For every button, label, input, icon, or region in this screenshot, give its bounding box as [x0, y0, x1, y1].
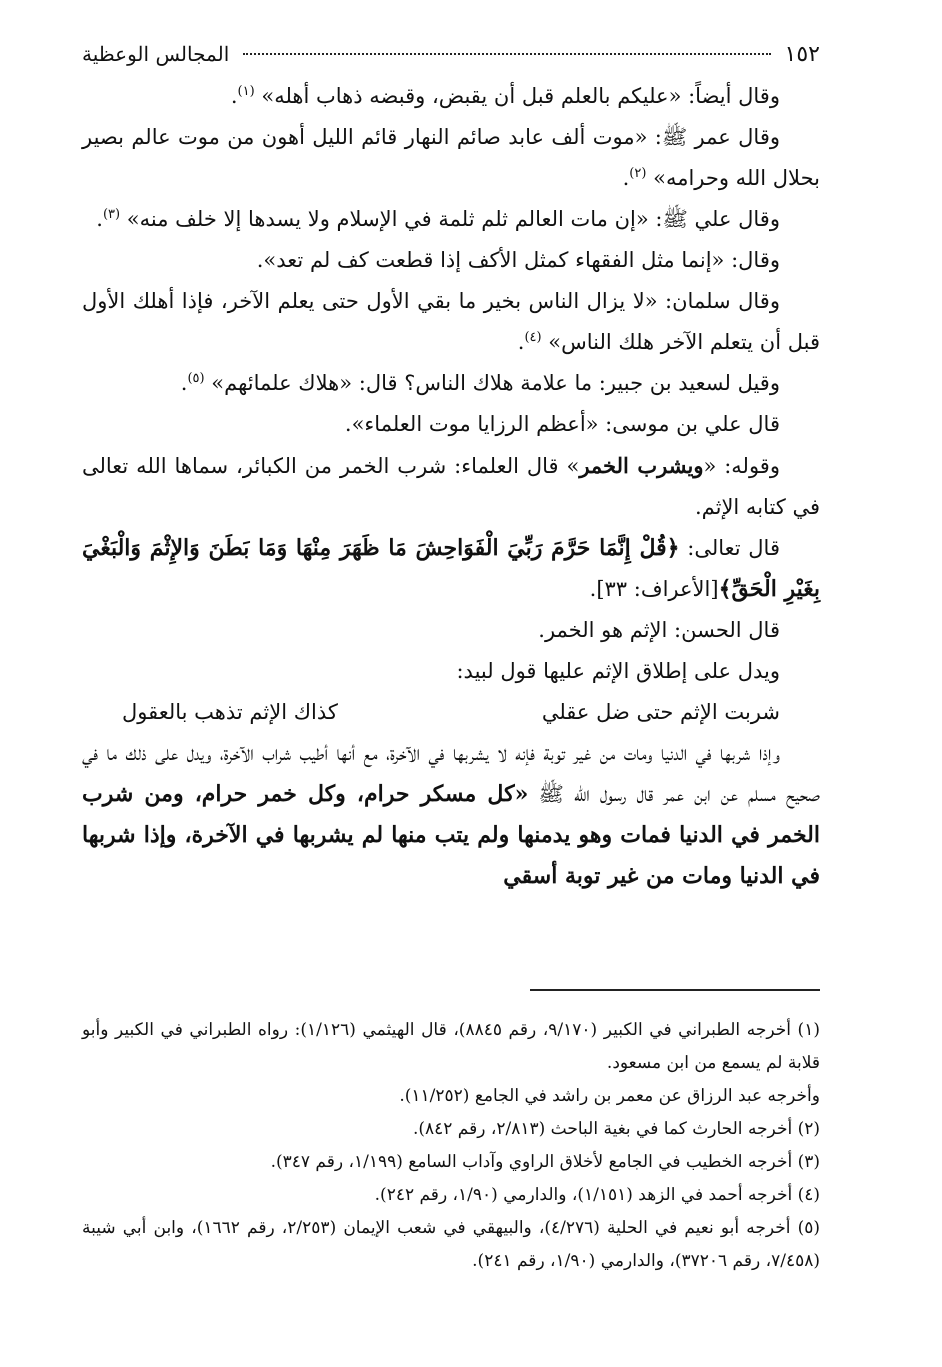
paragraph-text: » قال العلماء: شرب الخمر من الكبائر، سماها الله تعالى في كتابه الإثم. [82, 454, 820, 519]
paragraph: وقال عمر ﷺ: «موت ألف عابد صائم النهار قائم الليل أهون من موت عالم بصير بحلال الله وحرامه» $^{(٢)}$. [82, 125, 820, 190]
footnote-marker: (٥) [187, 371, 205, 386]
paragraph-text: وقال عمر ﷺ: «موت ألف عابد صائم النهار قائم الليل أهون من موت عالم بصير بحلال الله وحرامه» [82, 125, 820, 190]
book-page [82, 42, 820, 1271]
footnote-marker: (١) [237, 84, 255, 99]
footnote-marker: (٤) [524, 330, 542, 345]
footnote: (٤) أخرجه أحمد في الزهد (١/١٥١)، والدارمي (١/٩٠، رقم ٢٤٢). [374, 1185, 820, 1205]
paragraph-text: وقيل لسعيد بن جبير: ما علامة هلاك الناس؟ قال: «هلاك علمائهم» [211, 371, 780, 395]
paragraph: وقال سلمان: «لا يزال الناس بخير ما بقي الأول حتى يعلم الآخر، فإذا أهلك الأول قبل أن يتعلم الآخر هلك الناس» $^{(٤)}$. [82, 289, 820, 354]
paragraph: ويدل على إطلاق الإثم عليها قول لبيد: [456, 659, 780, 683]
header-dotted-leader [243, 53, 770, 55]
paragraph-text: وإذا شربها في الدنيا ومات من غير توبة فإنه لا يشربها في الآخرة، مع أنها أطيب شراب الآخرة، ويدل على ذلك ما في صحيح مسلم عن ابن عمر قال رسول الله ﷺ [82, 741, 820, 806]
footnote-separator [530, 989, 820, 991]
paragraph: وقال أيضاً: «عليكم بالعلم قبل أن يقبض، وقبضه ذهاب أهله» $^{(١)}$. [230, 84, 780, 108]
paragraph: قال الحسن: الإثم هو الخمر. [538, 618, 780, 642]
footnote: وأخرجه عبد الرزاق عن معمر بن راشد في الجامع (١١/٢٥٢). [399, 1086, 820, 1106]
page-header [82, 42, 820, 76]
paragraph: قال علي بن موسى: «أعظم الرزايا موت العلماء». [344, 412, 780, 436]
paragraph: وقيل لسعيد بن جبير: ما علامة هلاك الناس؟ قال: «هلاك علمائهم» $^{(٥)}$. [180, 371, 780, 395]
paragraph [82, 733, 820, 897]
poem-second-hemistich: كذاك الإثم تذهب بالعقول [122, 700, 338, 724]
quran-paragraph [82, 528, 820, 610]
paragraph-text: وقال علي ﷺ: «إن مات العالم ثلم ثلمة في الإسلام ولا يسدها إلا خلف منه» [126, 207, 780, 231]
paragraph-text: وقوله: « [703, 454, 780, 478]
footnotes [82, 1014, 820, 1278]
poem-verse [82, 692, 820, 733]
page-number: ١٥٢ [784, 42, 820, 67]
footnote: (٣) أخرجه الخطيب في الجامع لأخلاق الراوي وآداب السامع (١/١٩٩، رقم ٣٤٧). [270, 1152, 820, 1172]
footnote: (١) أخرجه الطبراني في الكبير (٩/١٧٠، رقم ٨٨٤٥)، قال الهيثمي (١/١٢٦): رواه الطبراني في الكبير وأبو قلابة لم يسمع من ابن مسعود. [82, 1020, 820, 1073]
hadith-text: «كل مسكر حرام، وكل خمر حرام، ومن شرب الخمر في الدنيا فمات وهو يدمنها ولم يتب منها لم يشربها في الآخرة، وإذا شربها في الدنيا ومات من غير توبة أسقي [82, 781, 820, 889]
paragraph-text: وقال سلمان: «لا يزال الناس بخير ما بقي الأول حتى يعلم الآخر، فإذا أهلك الأول قبل أن يتعلم الآخر هلك الناس» [82, 289, 820, 354]
verse-reference: [الأعراف: ٣٣]. [589, 577, 719, 601]
running-title: المجالس الوعظية [82, 42, 230, 66]
paragraph-text: قال تعالى: [679, 536, 780, 560]
paragraph-text: وقال أيضاً: «عليكم بالعلم قبل أن يقبض، وقبضه ذهاب أهله» [261, 84, 780, 108]
paragraph: وقال: «إنما مثل الفقهاء كمثل الأكف إذا قطعت كف لم تعد». [256, 248, 780, 272]
footnote-marker: (٣) [102, 207, 121, 222]
poem-first-hemistich: شربت الإثم حتى ضل عقلي [541, 700, 780, 724]
footnote-marker: (٢) [629, 166, 647, 181]
quoted-phrase: ويشرب الخمر [579, 453, 704, 478]
footnote: (٥) أخرجه أبو نعيم في الحلية (٤/٢٧٦)، والبيهقي في شعب الإيمان (٢/٢٥٣، رقم ١٦٦٢)، وابن أبي شيبة (٧/٤٥٨، رقم ٣٧٢٠٦)، والدارمي (١/٩٠، رقم ٢٤١). [82, 1218, 820, 1271]
main-text [82, 76, 820, 897]
quran-verse: ﴿قُلْ إِنَّمَا حَرَّمَ رَبِّيَ الْفَوَاحِشَ مَا ظَهَرَ مِنْهَا وَمَا بَطَنَ وَالإِثْمَ وَالْبَغْيَ بِغَيْرِ الْحَقِّ﴾ [82, 535, 820, 602]
paragraph: وقال علي ﷺ: «إن مات العالم ثلم ثلمة في الإسلام ولا يسدها إلا خلف منه» $^{(٣)}$. [96, 207, 780, 231]
paragraph [82, 445, 820, 528]
footnote: (٢) أخرجه الحارث كما في بغية الباحث (٢/٨١٣، رقم ٨٤٢). [412, 1119, 820, 1139]
